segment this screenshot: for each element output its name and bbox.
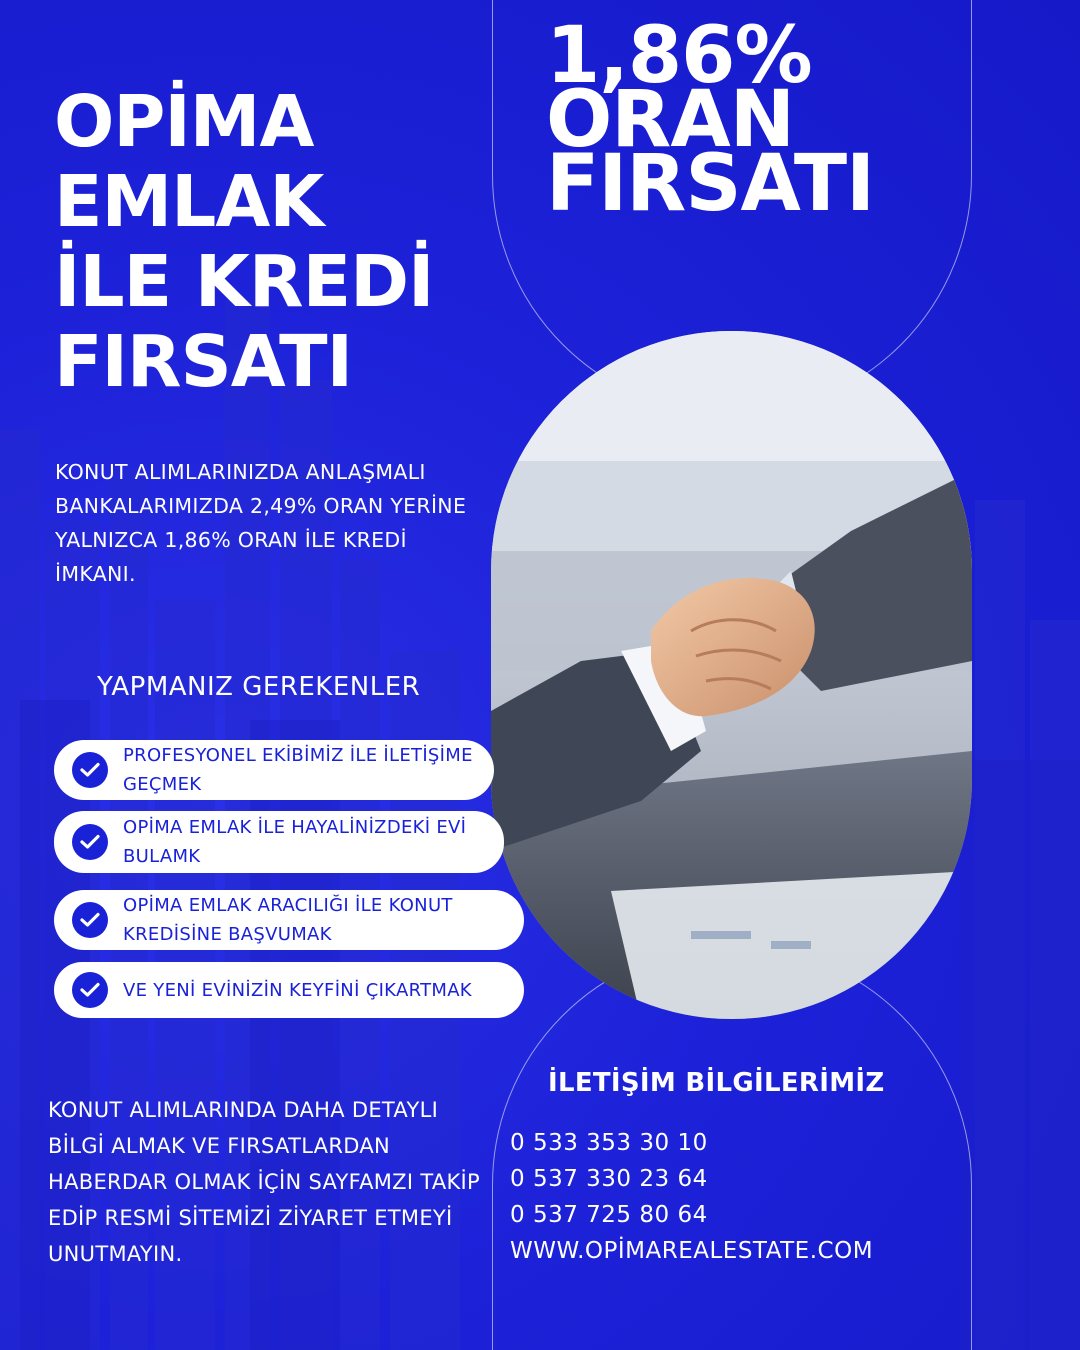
rate-line-3: FIRSATI bbox=[546, 139, 875, 229]
step-label: OPİMA EMLAK İLE HAYALİNİZDEKİ EVİ BULAMK bbox=[123, 817, 467, 867]
intro-text: KONUT ALIMLARINIZDA ANLAŞMALI BANKALARIMIZDA 2,49% ORAN YERİNE YALNIZCA 1,86% ORAN İLE KREDİ İMKANI. bbox=[55, 460, 467, 586]
handshake-photo bbox=[491, 331, 972, 1019]
contact-list bbox=[510, 1125, 873, 1269]
contact-title: İLETİŞİM BİLGİLERİMİZ bbox=[548, 1068, 885, 1098]
step-item-contact-team bbox=[54, 740, 494, 800]
step-label: PROFESYONEL EKİBİMİZ İLE İLETİŞİME GEÇMEK bbox=[123, 745, 473, 795]
step-label: OPİMA EMLAK ARACILIĞI İLE KONUT KREDİSİNE BAŞVUMAK bbox=[123, 895, 453, 945]
rate-line-2: ORAN bbox=[546, 75, 795, 165]
website-link[interactable]: WWW.OPİMAREALESTATE.COM bbox=[510, 1238, 874, 1264]
headline bbox=[54, 82, 484, 402]
phone-number-1[interactable]: 0 533 353 30 10 bbox=[510, 1130, 708, 1156]
phone-number-3[interactable]: 0 537 725 80 64 bbox=[510, 1202, 708, 1228]
phone-number-2[interactable]: 0 537 330 23 64 bbox=[510, 1166, 708, 1192]
steps-title: YAPMANIZ GEREKENLER bbox=[97, 672, 421, 702]
check-circle-icon bbox=[72, 972, 108, 1008]
rate-value: 1,86% bbox=[546, 11, 812, 101]
footer-note: KONUT ALIMLARINDA DAHA DETAYLI BİLGİ ALMAK VE FIRSATLARDAN HABERDAR OLMAK İÇİN SAYFAMZI TAKİP EDİP RESMİ SİTEMİZİ ZİYARET ETMEYİ UNUTMAYIN. bbox=[48, 1098, 481, 1266]
rate-offer bbox=[546, 11, 966, 229]
headline-line-2: EMLAK bbox=[54, 160, 324, 243]
check-circle-icon bbox=[72, 902, 108, 938]
step-item-find-home bbox=[54, 811, 504, 873]
headline-line-1: OPİMA bbox=[54, 80, 314, 163]
headline-line-4: FIRSATI bbox=[54, 320, 353, 403]
headline-line-3: İLE KREDİ bbox=[54, 240, 434, 323]
check-circle-icon bbox=[72, 824, 108, 860]
check-circle-icon bbox=[72, 752, 108, 788]
step-item-enjoy-home bbox=[54, 962, 524, 1018]
step-label: VE YENİ EVİNİZİN KEYFİNİ ÇIKARTMAK bbox=[123, 979, 472, 1001]
step-item-apply-credit bbox=[54, 890, 524, 950]
